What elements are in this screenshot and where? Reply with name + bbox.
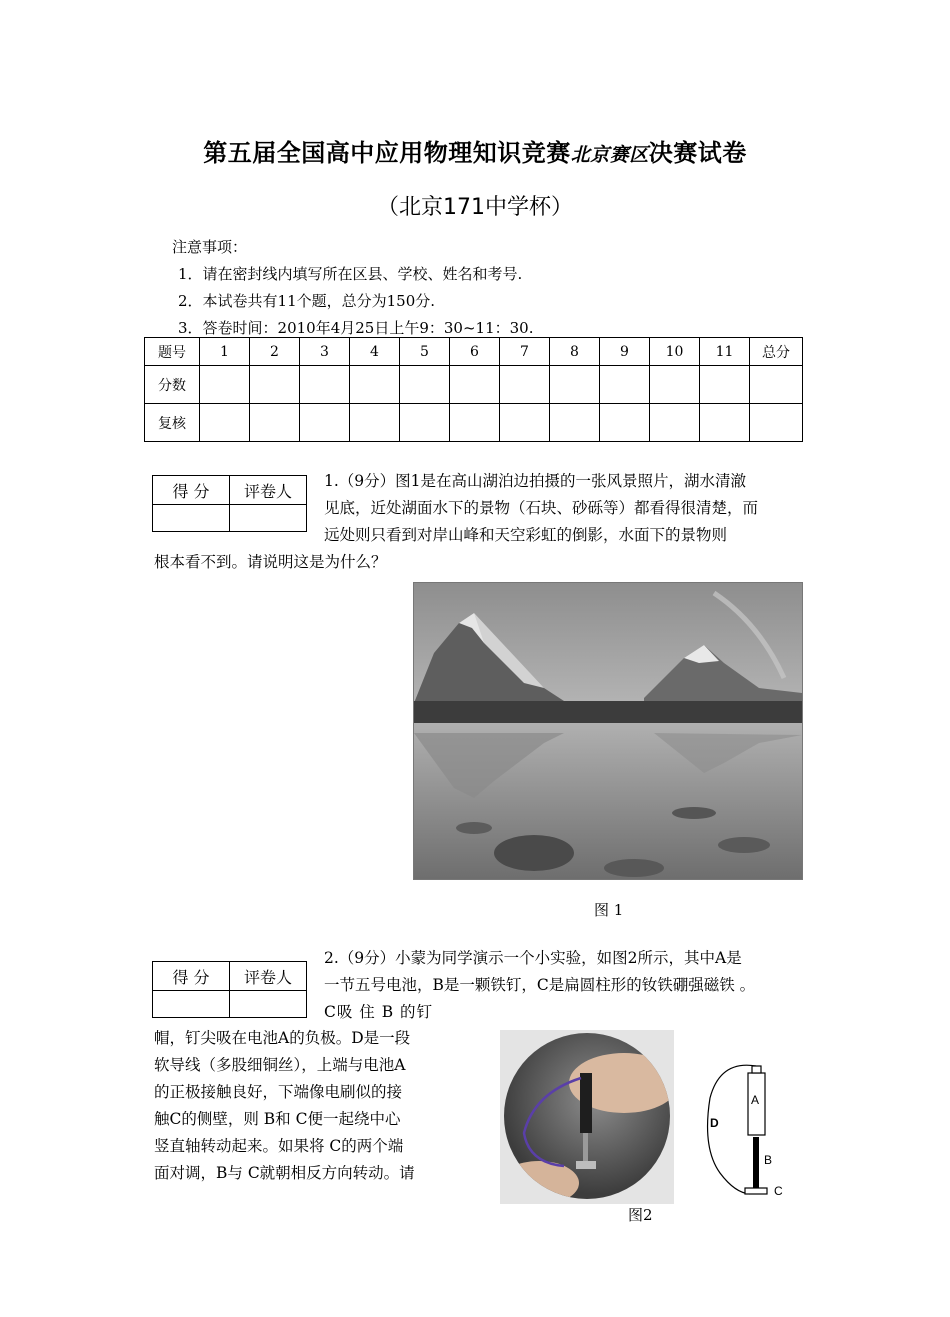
q2-line: 触C的侧壁，则 B和 C便一起绕中心 [154, 1110, 401, 1128]
review-cell[interactable] [650, 404, 700, 442]
score-cell[interactable] [350, 366, 400, 404]
review-cell[interactable] [350, 404, 400, 442]
experiment-photo [500, 1030, 674, 1204]
title-tail: 决赛试卷 [648, 138, 747, 167]
header-cell: 7 [500, 338, 550, 366]
review-cell[interactable] [450, 404, 500, 442]
review-cell[interactable] [600, 404, 650, 442]
notes-heading: 注意事项： [172, 238, 248, 256]
q2-line: 竖直轴转动起来。如果将 C的两个端 [154, 1137, 404, 1155]
header-cell: 题号 [145, 338, 200, 366]
note-item: 3．答卷时间：2010年4月25日上午9：30~11：30. [178, 319, 534, 337]
score-cell[interactable] [500, 366, 550, 404]
header-cell: 10 [650, 338, 700, 366]
header-cell: 4 [350, 338, 400, 366]
q2-line: 面对调，B与 C就朝相反方向转动。请 [154, 1164, 415, 1182]
review-cell[interactable] [250, 404, 300, 442]
header-cell: 3 [300, 338, 350, 366]
page-subtitle: （北京171中学杯） [377, 195, 573, 220]
experiment-photo-circle [504, 1033, 670, 1199]
q2-grade-box [152, 961, 307, 1018]
score-row [145, 366, 803, 404]
q1-line: 1.（9分）图1是在高山湖泊边拍摄的一张风景照片，湖水清澈 [324, 472, 747, 490]
score-cell[interactable] [250, 366, 300, 404]
q2-line: 帽，钉尖吸在电池A的负极。D是一段 [154, 1029, 411, 1047]
score-cell[interactable] [400, 366, 450, 404]
title-region: 北京赛区 [570, 144, 649, 166]
experiment-photo-image [504, 1033, 670, 1199]
title-main: 第五届全国高中应用物理知识竞赛 [203, 138, 571, 167]
schematic-svg [700, 1058, 800, 1203]
notes-section [172, 234, 534, 342]
review-cell[interactable] [550, 404, 600, 442]
q1-line: 远处则只看到对岸山峰和天空彩虹的倒影，水面下的景物则 [324, 526, 728, 544]
q2-line: 的正极接触良好，下端像电刷似的接 [154, 1083, 403, 1101]
score-cell[interactable] [750, 366, 803, 404]
header-cell: 2 [250, 338, 300, 366]
review-cell[interactable] [300, 404, 350, 442]
q2-line: 一节五号电池，B是一颗铁钉，C是扁圆柱形的钕铁硼强磁铁 。 [324, 976, 756, 994]
score-cell[interactable] [450, 366, 500, 404]
review-cell[interactable] [750, 404, 803, 442]
score-cell[interactable] [200, 366, 250, 404]
review-row [145, 404, 803, 442]
review-cell[interactable] [200, 404, 250, 442]
row-label: 分数 [145, 366, 200, 404]
header-cell: 总分 [750, 338, 803, 366]
label-b: B [764, 1153, 773, 1167]
review-cell[interactable] [400, 404, 450, 442]
schematic-diagram [700, 1058, 800, 1203]
header-cell: 1 [200, 338, 250, 366]
note-item: 2．本试卷共有11个题，总分为150分. [178, 292, 436, 310]
figure-2-label: 图2 [628, 1206, 653, 1224]
score-cell[interactable] [700, 366, 750, 404]
q2-line: C吸 住 B 的钉 [324, 1003, 434, 1021]
grader-label: 评卷人 [230, 962, 307, 991]
q1-grade-box [152, 475, 307, 532]
grader-entry-cell[interactable] [230, 991, 307, 1018]
score-entry-cell[interactable] [153, 505, 230, 532]
review-cell[interactable] [500, 404, 550, 442]
score-label: 得 分 [153, 476, 230, 505]
q1-line: 根本看不到。请说明这是为什么？ [154, 553, 387, 571]
score-table-header-row [145, 338, 803, 366]
label-c: C [774, 1184, 783, 1198]
magnet-c [745, 1188, 767, 1194]
label-d: D [710, 1116, 719, 1130]
grader-entry-cell[interactable] [230, 505, 307, 532]
lake-photo-image [414, 583, 802, 879]
score-cell[interactable] [300, 366, 350, 404]
header-cell: 8 [550, 338, 600, 366]
score-cell[interactable] [650, 366, 700, 404]
q2-wrapped-text [154, 1025, 444, 1187]
score-entry-cell[interactable] [153, 991, 230, 1018]
score-cell[interactable] [550, 366, 600, 404]
q1-text-block [324, 468, 800, 549]
header-cell: 11 [700, 338, 750, 366]
page-title [0, 133, 950, 168]
header-cell: 6 [450, 338, 500, 366]
q2-text-block [324, 945, 814, 1026]
row-label: 复核 [145, 404, 200, 442]
score-label: 得 分 [153, 962, 230, 991]
lake-photo [413, 582, 803, 880]
header-cell: 9 [600, 338, 650, 366]
figure-1-label: 图 1 [594, 901, 624, 919]
score-table [144, 337, 803, 442]
grader-label: 评卷人 [230, 476, 307, 505]
note-item: 1．请在密封线内填写所在区县、学校、姓名和考号. [178, 265, 523, 283]
q1-line: 见底，近处湖面水下的景物（石块、砂砾等）都看得很清楚，而 [324, 499, 759, 517]
label-a: A [751, 1093, 760, 1107]
battery-terminal [752, 1066, 761, 1073]
nail-b [753, 1137, 759, 1189]
q2-line: 软导线（多股细铜丝），上端与电池A [154, 1056, 406, 1074]
header-cell: 5 [400, 338, 450, 366]
q2-line: 2.（9分）小蒙为同学演示一个小实验，如图2所示，其中A是 [324, 949, 742, 967]
review-cell[interactable] [700, 404, 750, 442]
score-cell[interactable] [600, 366, 650, 404]
